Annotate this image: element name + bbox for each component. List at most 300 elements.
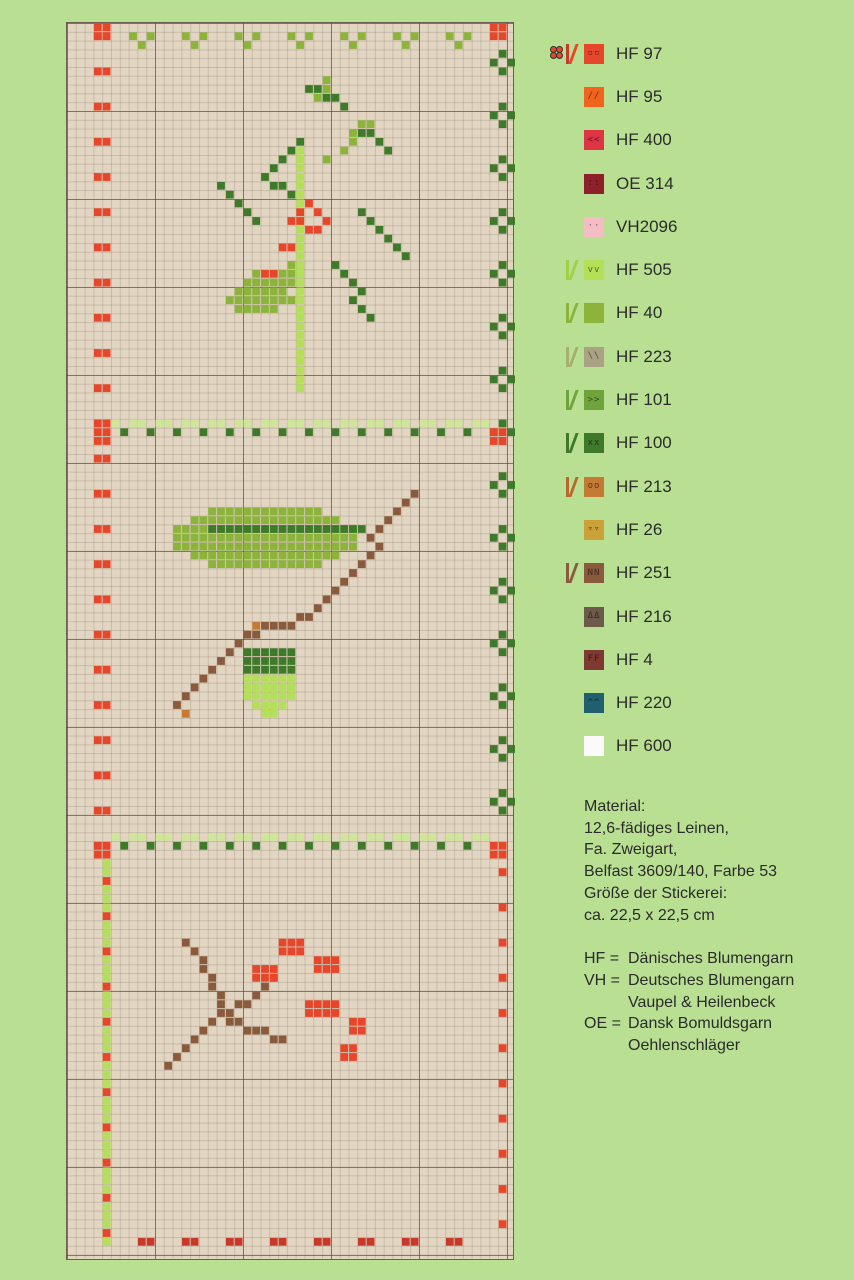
border-stitch [103,948,111,956]
oak-leaf-stitch [305,516,313,524]
border-stitch [464,32,472,40]
holly-leaf-stitch [358,120,366,128]
oak-leaf-stitch [349,534,357,542]
oak-vein-stitch [279,525,287,533]
border-stitch [103,1159,111,1167]
oak-leaf-stitch [217,508,225,516]
holly-stem-stitch [296,367,304,375]
border-stitch [103,886,111,894]
oak-leaf-stitch [323,534,331,542]
branch-stitch [200,956,208,964]
holly-stem-stitch [296,314,304,322]
border-stitch [446,32,454,40]
holly-stem-stitch [296,305,304,313]
thread-marker [548,691,584,715]
thread-marker [548,388,584,412]
band-stitch [437,428,445,436]
border-stitch [103,1106,111,1114]
border-stitch [103,349,111,357]
band-stitch [323,833,331,841]
legend-row [548,681,838,724]
oak-vein-stitch [349,525,357,533]
holly-stem-stitch [296,200,304,208]
band-stitch [112,420,120,428]
acorn-stitch [279,684,287,692]
band-stitch [384,428,392,436]
band-stitch [464,842,472,850]
branch-stitch [235,1000,243,1008]
branch-stitch [270,622,278,630]
holly-berry-stitch [323,217,331,225]
oak-vein-stitch [358,525,366,533]
border-stitch [94,349,102,357]
abbreviation-value: Vaupel & Heilenbeck [628,993,776,1011]
border-stitch [340,32,348,40]
rosehip-stitch [261,974,269,982]
band-stitch [340,420,348,428]
thread-marker [548,42,584,66]
oak-leaf-stitch [217,516,225,524]
border-stitch [103,904,111,912]
border-stitch [191,41,199,49]
holly-stem-stitch [296,358,304,366]
band-stitch [235,833,243,841]
oak-vein-stitch [235,525,243,533]
oak-leaf-stitch [332,516,340,524]
oak-leaf-stitch [235,534,243,542]
border-stitch [508,798,516,806]
band-stitch [323,420,331,428]
oak-leaf-stitch [208,543,216,551]
legend-row [548,335,838,378]
border-stitch [288,32,296,40]
border-stitch [508,745,516,753]
color-swatch: ▫▫ [584,44,604,64]
band-stitch [156,420,164,428]
border-stitch [455,41,463,49]
holly-leaf-stitch [358,305,366,313]
holly-berry-stitch [314,208,322,216]
border-stitch [103,736,111,744]
band-stitch [182,420,190,428]
acorn-cap-stitch [270,657,278,665]
abbreviation-row [584,992,844,1014]
holly-leaf-stitch [270,279,278,287]
branch-stitch [182,1044,190,1052]
border-stitch [103,560,111,568]
band-stitch [270,833,278,841]
oak-leaf-stitch [200,543,208,551]
border-stitch [103,68,111,76]
acorn-cap-stitch [252,657,260,665]
oak-leaf-stitch [270,534,278,542]
holly-stem-stitch [296,332,304,340]
acorn-stitch [261,701,269,709]
band-stitch [138,833,146,841]
oak-leaf-stitch [244,516,252,524]
oak-vein-stitch [323,525,331,533]
holly-leaf-stitch [244,279,252,287]
oak-leaf-stitch [270,552,278,560]
border-stitch [103,860,111,868]
holly-leaf-stitch [332,94,340,102]
oak-leaf-stitch [182,534,190,542]
border-stitch [103,930,111,938]
border-stitch [499,332,507,340]
border-stitch [94,314,102,322]
oak-vein-stitch [305,525,313,533]
french-knot-icon [550,46,564,60]
oak-leaf-stitch [208,516,216,524]
abbreviation-key: HF = [584,950,620,968]
border-stitch [499,684,507,692]
holly-stem-stitch [296,384,304,392]
border-stitch [94,384,102,392]
oak-leaf-stitch [252,508,260,516]
holly-leaf-stitch [279,270,287,278]
holly-leaf-stitch [261,296,269,304]
border-stitch [279,1238,287,1246]
band-stitch [173,842,181,850]
corner-stitch [103,24,111,32]
corner-stitch [103,437,111,445]
strand-icon [568,303,578,323]
border-stitch [499,472,507,480]
holly-leaf-stitch [226,191,234,199]
material-line: ca. 22,5 x 22,5 cm [584,906,715,924]
acorn-stitch [244,675,252,683]
branch-stitch [305,613,313,621]
holly-leaf-stitch [402,252,410,260]
border-stitch [103,1132,111,1140]
material-line: Größe der Stickerei: [584,884,728,902]
holly-leaf-stitch [270,182,278,190]
band-stitch [446,420,454,428]
border-stitch [499,120,507,128]
oak-leaf-stitch [314,552,322,560]
border-stitch [490,534,498,542]
border-stitch [499,904,507,912]
band-stitch [358,428,366,436]
legend-row [548,162,838,205]
abbreviation-row [584,1035,844,1057]
branch-stitch [182,692,190,700]
holly-leaf-stitch [252,270,260,278]
branch-stitch [217,657,225,665]
acorn-stitch [279,675,287,683]
acorn-stitch [244,684,252,692]
holly-leaf-stitch [244,288,252,296]
acorn-stitch [270,710,278,718]
holly-leaf-stitch [244,305,252,313]
acorn-stitch [270,701,278,709]
thread-code: HF 400 [616,130,672,150]
border-stitch [103,1097,111,1105]
holly-leaf-stitch [235,296,243,304]
thread-code: HF 213 [616,476,672,496]
band-stitch [129,833,137,841]
acorn-cap-stitch [279,657,287,665]
border-stitch [103,631,111,639]
rosehip-stitch [314,965,322,973]
border-stitch [508,534,516,542]
border-stitch [499,261,507,269]
border-stitch [490,270,498,278]
holly-leaf-stitch [358,129,366,137]
oak-leaf-stitch [261,543,269,551]
branch-stitch [358,560,366,568]
band-stitch [376,420,384,428]
band-stitch [411,428,419,436]
band-stitch [420,833,428,841]
branch-stitch [296,613,304,621]
oak-vein-stitch [332,525,340,533]
oak-leaf-stitch [323,552,331,560]
band-stitch [270,420,278,428]
branch-stitch [261,983,269,991]
border-stitch [103,974,111,982]
rosehip-stitch [279,948,287,956]
rosehip-stitch [340,1044,348,1052]
oak-leaf-stitch [288,552,296,560]
band-stitch [164,420,172,428]
corner-stitch [490,842,498,850]
branch-stitch [208,666,216,674]
band-stitch [235,420,243,428]
oak-leaf-stitch [305,534,313,542]
holly-stem-stitch [296,235,304,243]
rosehip-stitch [270,965,278,973]
corner-stitch [94,842,102,850]
band-stitch [314,833,322,841]
band-stitch [332,842,340,850]
band-stitch [349,833,357,841]
branch-stitch [164,1062,172,1070]
holly-leaf-stitch [376,226,384,234]
band-stitch [279,428,287,436]
border-stitch [94,772,102,780]
branch-stitch [217,1009,225,1017]
band-stitch [288,420,296,428]
acorn-stitch [244,692,252,700]
thread-marker [548,301,584,325]
oak-leaf-stitch [252,543,260,551]
border-stitch [508,376,516,384]
abbreviation-row [584,970,844,992]
band-stitch [481,420,489,428]
border-stitch [103,701,111,709]
holly-stem-stitch [296,270,304,278]
border-stitch [103,420,111,428]
corner-stitch [490,428,498,436]
oak-vein-stitch [252,525,260,533]
border-stitch [499,701,507,709]
border-stitch [103,1141,111,1149]
oak-leaf-stitch [191,543,199,551]
border-stitch [235,1238,243,1246]
holly-leaf-stitch [217,182,225,190]
branch-stitch [367,552,375,560]
acorn-cap-stitch [279,648,287,656]
band-stitch [120,428,128,436]
branch-stitch [340,578,348,586]
branch-stitch [261,622,269,630]
thread-marker [548,605,584,629]
border-stitch [499,1220,507,1228]
oak-leaf-stitch [217,543,225,551]
material-line: 12,6-fädiges Leinen, [584,819,729,837]
acorn-stitch [261,675,269,683]
border-stitch [490,692,498,700]
branch-stitch [182,939,190,947]
thread-code: HF 220 [616,693,672,713]
oak-leaf-stitch [288,516,296,524]
branch-stitch [244,1000,252,1008]
oak-leaf-stitch [235,516,243,524]
holly-berry-stitch [270,270,278,278]
rosehip-stitch [252,965,260,973]
acorn-stitch [288,684,296,692]
oak-leaf-stitch [288,560,296,568]
border-stitch [508,323,516,331]
abbreviation-key: VH = [584,971,621,989]
border-stitch [103,912,111,920]
oak-vein-stitch [340,525,348,533]
border-stitch [94,807,102,815]
band-stitch [173,428,181,436]
rosehip-stitch [314,956,322,964]
border-stitch [94,279,102,287]
holly-leaf-stitch [349,129,357,137]
holly-stem-stitch [296,340,304,348]
border-stitch [94,138,102,146]
border-stitch [499,226,507,234]
acorn-cap-stitch [252,666,260,674]
oak-leaf-stitch [191,525,199,533]
oak-leaf-stitch [244,543,252,551]
border-stitch [490,798,498,806]
oak-leaf-stitch [200,516,208,524]
band-stitch [420,420,428,428]
border-stitch [499,50,507,58]
border-stitch [94,244,102,252]
band-stitch [464,428,472,436]
corner-stitch [94,851,102,859]
border-stitch [103,772,111,780]
abbreviation-value: Dansk Bomuldsgarn [628,1015,773,1033]
holly-stem-stitch [296,323,304,331]
border-stitch [103,666,111,674]
thread-marker [548,258,584,282]
border-stitch [103,965,111,973]
corner-stitch [94,32,102,40]
color-swatch: oo [584,477,604,497]
legend-row [548,508,838,551]
branch-stitch [252,631,260,639]
acorn-stitch [270,684,278,692]
border-stitch [103,1000,111,1008]
thread-marker [548,85,584,109]
border-stitch [499,736,507,744]
branch-stitch [191,1036,199,1044]
oak-leaf-stitch [252,560,260,568]
color-swatch [584,736,604,756]
holly-leaf-stitch [367,217,375,225]
acorn-stitch [261,684,269,692]
border-stitch [411,1238,419,1246]
oak-leaf-stitch [226,534,234,542]
rosehip-stitch [261,965,269,973]
border-stitch [103,1185,111,1193]
acorn-stitch [288,675,296,683]
border-stitch [393,32,401,40]
legend-row [548,638,838,681]
branch-stitch [226,1018,234,1026]
thread-code: HF 251 [616,563,672,583]
border-stitch [94,490,102,498]
band-stitch [332,428,340,436]
branch-stitch [226,648,234,656]
oak-vein-stitch [244,525,252,533]
holly-leaf-stitch [270,305,278,313]
acorn-stitch [252,692,260,700]
holly-leaf-stitch [288,279,296,287]
holly-stem-stitch [296,164,304,172]
holly-leaf-stitch [226,296,234,304]
corner-stitch [499,32,507,40]
border-stitch [499,974,507,982]
border-stitch [508,164,516,172]
corner-stitch [499,24,507,32]
oak-leaf-stitch [270,560,278,568]
branch-stitch [235,1018,243,1026]
color-swatch: ^^ [584,693,604,713]
oak-leaf-stitch [173,543,181,551]
oak-leaf-stitch [314,508,322,516]
thread-marker [548,734,584,758]
holly-stem-stitch [296,147,304,155]
band-stitch [296,833,304,841]
color-swatch: \\ [584,347,604,367]
oak-leaf-stitch [332,534,340,542]
oak-leaf-stitch [217,534,225,542]
rosehip-stitch [358,1027,366,1035]
thread-marker [548,648,584,672]
band-stitch [393,833,401,841]
band-stitch [340,833,348,841]
border-stitch [103,1044,111,1052]
holly-stem-stitch [296,349,304,357]
border-stitch [305,32,313,40]
holly-leaf-stitch [261,279,269,287]
thread-marker [548,345,584,369]
band-stitch [446,833,454,841]
border-stitch [103,868,111,876]
abbreviation-key [584,992,628,1014]
band-stitch [261,420,269,428]
border-stitch [103,490,111,498]
holly-leaf-stitch [235,288,243,296]
oak-leaf-stitch [235,508,243,516]
thread-marker [548,518,584,542]
strand-icon [568,477,578,497]
border-stitch [508,270,516,278]
band-stitch [217,420,225,428]
border-stitch [508,59,516,67]
oak-leaf-stitch [288,543,296,551]
corner-stitch [490,851,498,859]
border-stitch [499,490,507,498]
